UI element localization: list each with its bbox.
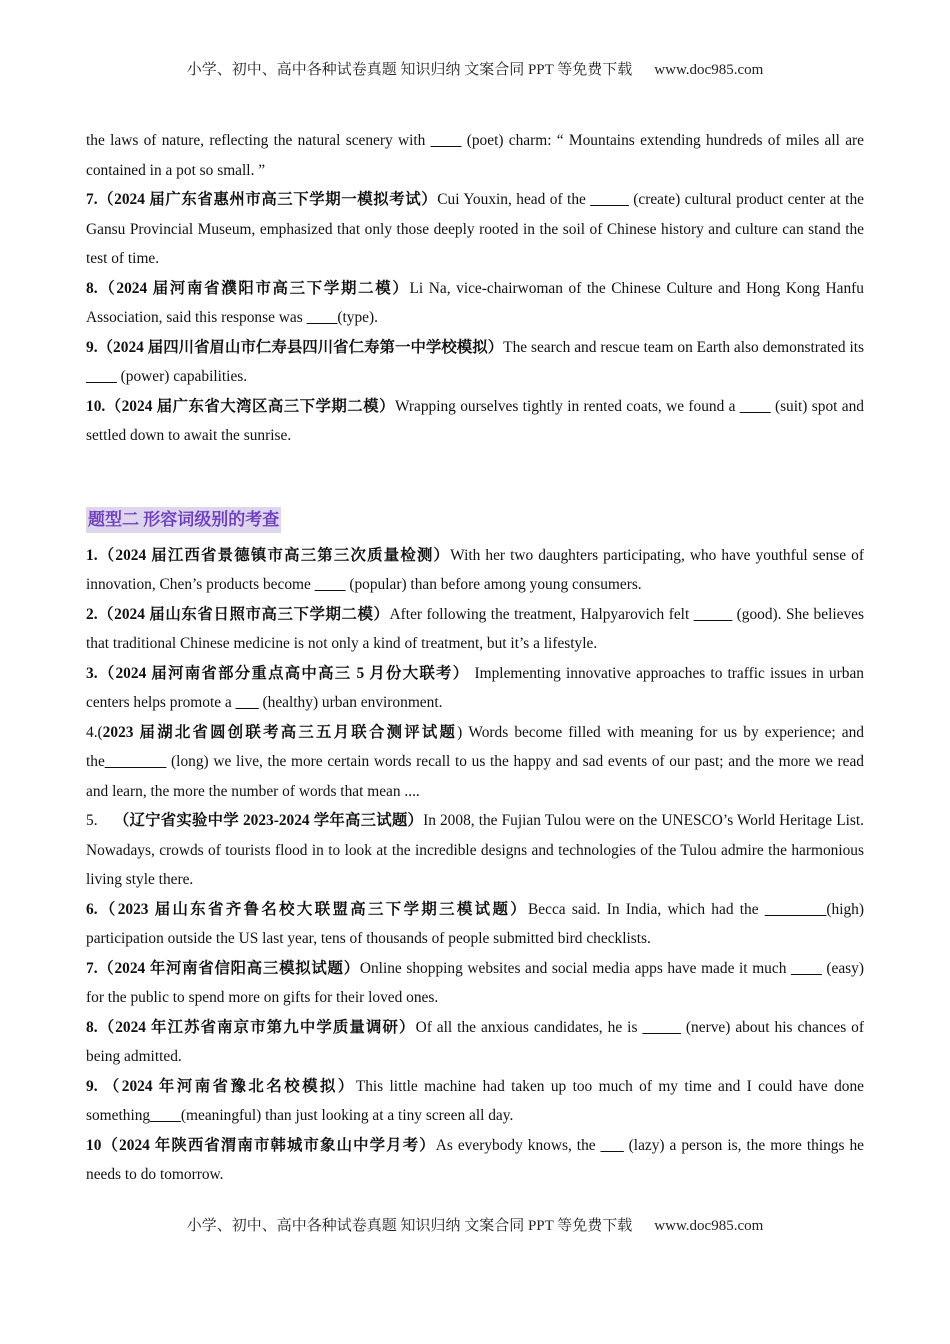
question-source: 7.（2024 年河南省信阳高三模拟试题）: [86, 959, 360, 977]
answer-blank: _____: [642, 1018, 681, 1036]
question-source: 9. （2024 年河南省豫北名校模拟）: [86, 1077, 356, 1095]
question-10: 10.（2024 届广东省大湾区高三下学期二模）Wrapping ourselves tightly in rented coats, we found a ____ (suit) spot and settled down to await the sunrise.: [86, 397, 864, 444]
question-continuation: the laws of nature, reflecting the natural scenery with ____ (poet) charm: “ Mountains extending hundreds of miles all are contained in a pot so small. ”: [86, 132, 864, 179]
answer-blank: ____: [430, 132, 462, 149]
question-source: 10（2024 年陕西省渭南市韩城市象山中学月考）: [86, 1136, 436, 1154]
footer-text: 小学、初中、高中各种试卷真题 知识归纳 文案合同 PPT 等免费下载: [186, 1218, 633, 1234]
question-7: 7.（2024 届广东省惠州市高三下学期一模拟考试）Cui Youxin, head of the _____ (create) cultural product center at the Gansu Provincial Museum, emphasized that only those deeply rooted in the soil of Chinese history and culture can stand the test of time.: [86, 191, 864, 267]
document-body: [86, 126, 864, 1190]
question-5: 5. （辽宁省实验中学 2023-2024 学年高三试题）In 2008, the Fujian Tulou were on the UNESCO’s World Heritage List. Nowadays, crowds of tourists flood in to look at the incredible designs and technologies of the Tulou admire the harmonious living style there.: [86, 812, 864, 888]
question-source: 7.（2024 届广东省惠州市高三下学期一模拟考试）: [86, 191, 438, 208]
question-source: （辽宁省实验中学 2023-2024 学年高三试题）: [113, 812, 424, 829]
answer-blank: _____: [693, 605, 733, 623]
answer-blank: ____: [791, 959, 822, 977]
question-3: 3.（2024 届河南省部分重点高中高三 5 月份大联考） Implementing innovative approaches to traffic issues in urban centers helps promote a ___ (healthy) urban environment.: [86, 664, 864, 711]
question-6: 6.（2023 届山东省齐鲁名校大联盟高三下学期三模试题）Becca said. In India, which had the ________(high) participation outside the US last year, tens of thousands of people submitted bird checklists.: [86, 900, 864, 947]
page-footer: [0, 1214, 950, 1235]
question-1: 1.（2024 届江西省景德镇市高三第三次质量检测）With her two daughters participating, who have youthful sense of innovation, Chen’s products become ____ (popular) than before among young consumers.: [86, 546, 864, 593]
answer-blank: ___: [600, 1136, 624, 1154]
question-source: 2023 届湖北省圆创联考高三五月联合测评试题: [102, 723, 458, 741]
question-source: 8.（2024 年江苏省南京市第九中学质量调研）: [86, 1018, 416, 1036]
answer-blank: ________: [764, 900, 827, 918]
answer-blank: ____: [306, 309, 338, 326]
answer-blank: _____: [590, 191, 629, 208]
question-source: 1.（2024 届江西省景德镇市高三第三次质量检测）: [86, 546, 451, 564]
question-source: 9.（2024 届四川省眉山市仁寿县四川省仁寿第一中学校模拟）: [86, 338, 504, 356]
question-source: 10.（2024 届广东省大湾区高三下学期二模）: [86, 397, 395, 415]
section-title: 题型二 形容词级别的考查: [86, 507, 281, 533]
question-source: 3.（2024 届河南省部分重点高中高三 5 月份大联考）: [86, 664, 470, 682]
question-number: 4.(: [86, 723, 103, 741]
answer-blank: ___: [235, 694, 259, 711]
question-4: 4.(2023 届湖北省圆创联考高三五月联合测评试题) Words become filled with meaning for us by experience; and the________ (long) we live, the more certain words recall to us the happy and sad events of our past; and the more we read and learn, the more the number of words that mean ....: [86, 723, 864, 800]
question-9: 9. （2024 年河南省豫北名校模拟）This little machine had taken up too much of my time and I could have done something____(meaningful) than just looking at a tiny screen all day.: [86, 1077, 864, 1124]
question-source: 8.（2024 届河南省濮阳市高三下学期二模）: [86, 279, 410, 297]
footer-site-link[interactable]: www.doc985.com: [654, 1218, 764, 1234]
answer-blank: ____: [86, 368, 117, 385]
question-10: 10（2024 年陕西省渭南市韩城市象山中学月考）As everybody knows, the ___ (lazy) a person is, the more things he needs to do tomorrow.: [86, 1136, 864, 1183]
answer-blank: ________: [104, 753, 167, 770]
question-number: 5.: [86, 812, 114, 829]
question-8: 8.（2024 年江苏省南京市第九中学质量调研）Of all the anxious candidates, he is _____ (nerve) about his chances of being admitted.: [86, 1018, 864, 1065]
question-source: 2.（2024 届山东省日照市高三下学期二模）: [86, 605, 390, 623]
question-9: 9.（2024 届四川省眉山市仁寿县四川省仁寿第一中学校模拟）The search and rescue team on Earth also demonstrated its ____ (power) capabilities.: [86, 338, 864, 385]
question-8: 8.（2024 届河南省濮阳市高三下学期二模）Li Na, vice-chairwoman of the Chinese Culture and Hong Kong Hanfu Association, said this response was ____(type).: [86, 279, 864, 326]
question-2: 2.（2024 届山东省日照市高三下学期二模）After following the treatment, Halpyarovich felt _____ (good). She believes that traditional Chinese medicine is not only a kind of treatment, but it’s a lifestyle.: [86, 605, 864, 652]
question-7: 7.（2024 年河南省信阳高三模拟试题）Online shopping websites and social media apps have made it much ____ (easy) for the public to spend more on gifts for their loved ones.: [86, 959, 864, 1006]
answer-blank: ____: [150, 1107, 181, 1124]
header-site-link[interactable]: www.doc985.com: [654, 62, 764, 78]
answer-blank: ____: [314, 576, 346, 593]
header-text: 小学、初中、高中各种试卷真题 知识归纳 文案合同 PPT 等免费下载: [186, 62, 633, 78]
answer-blank: ____: [739, 397, 771, 415]
question-source: 6.（2023 届山东省齐鲁名校大联盟高三下学期三模试题）: [86, 900, 529, 918]
page-header: [0, 58, 950, 79]
